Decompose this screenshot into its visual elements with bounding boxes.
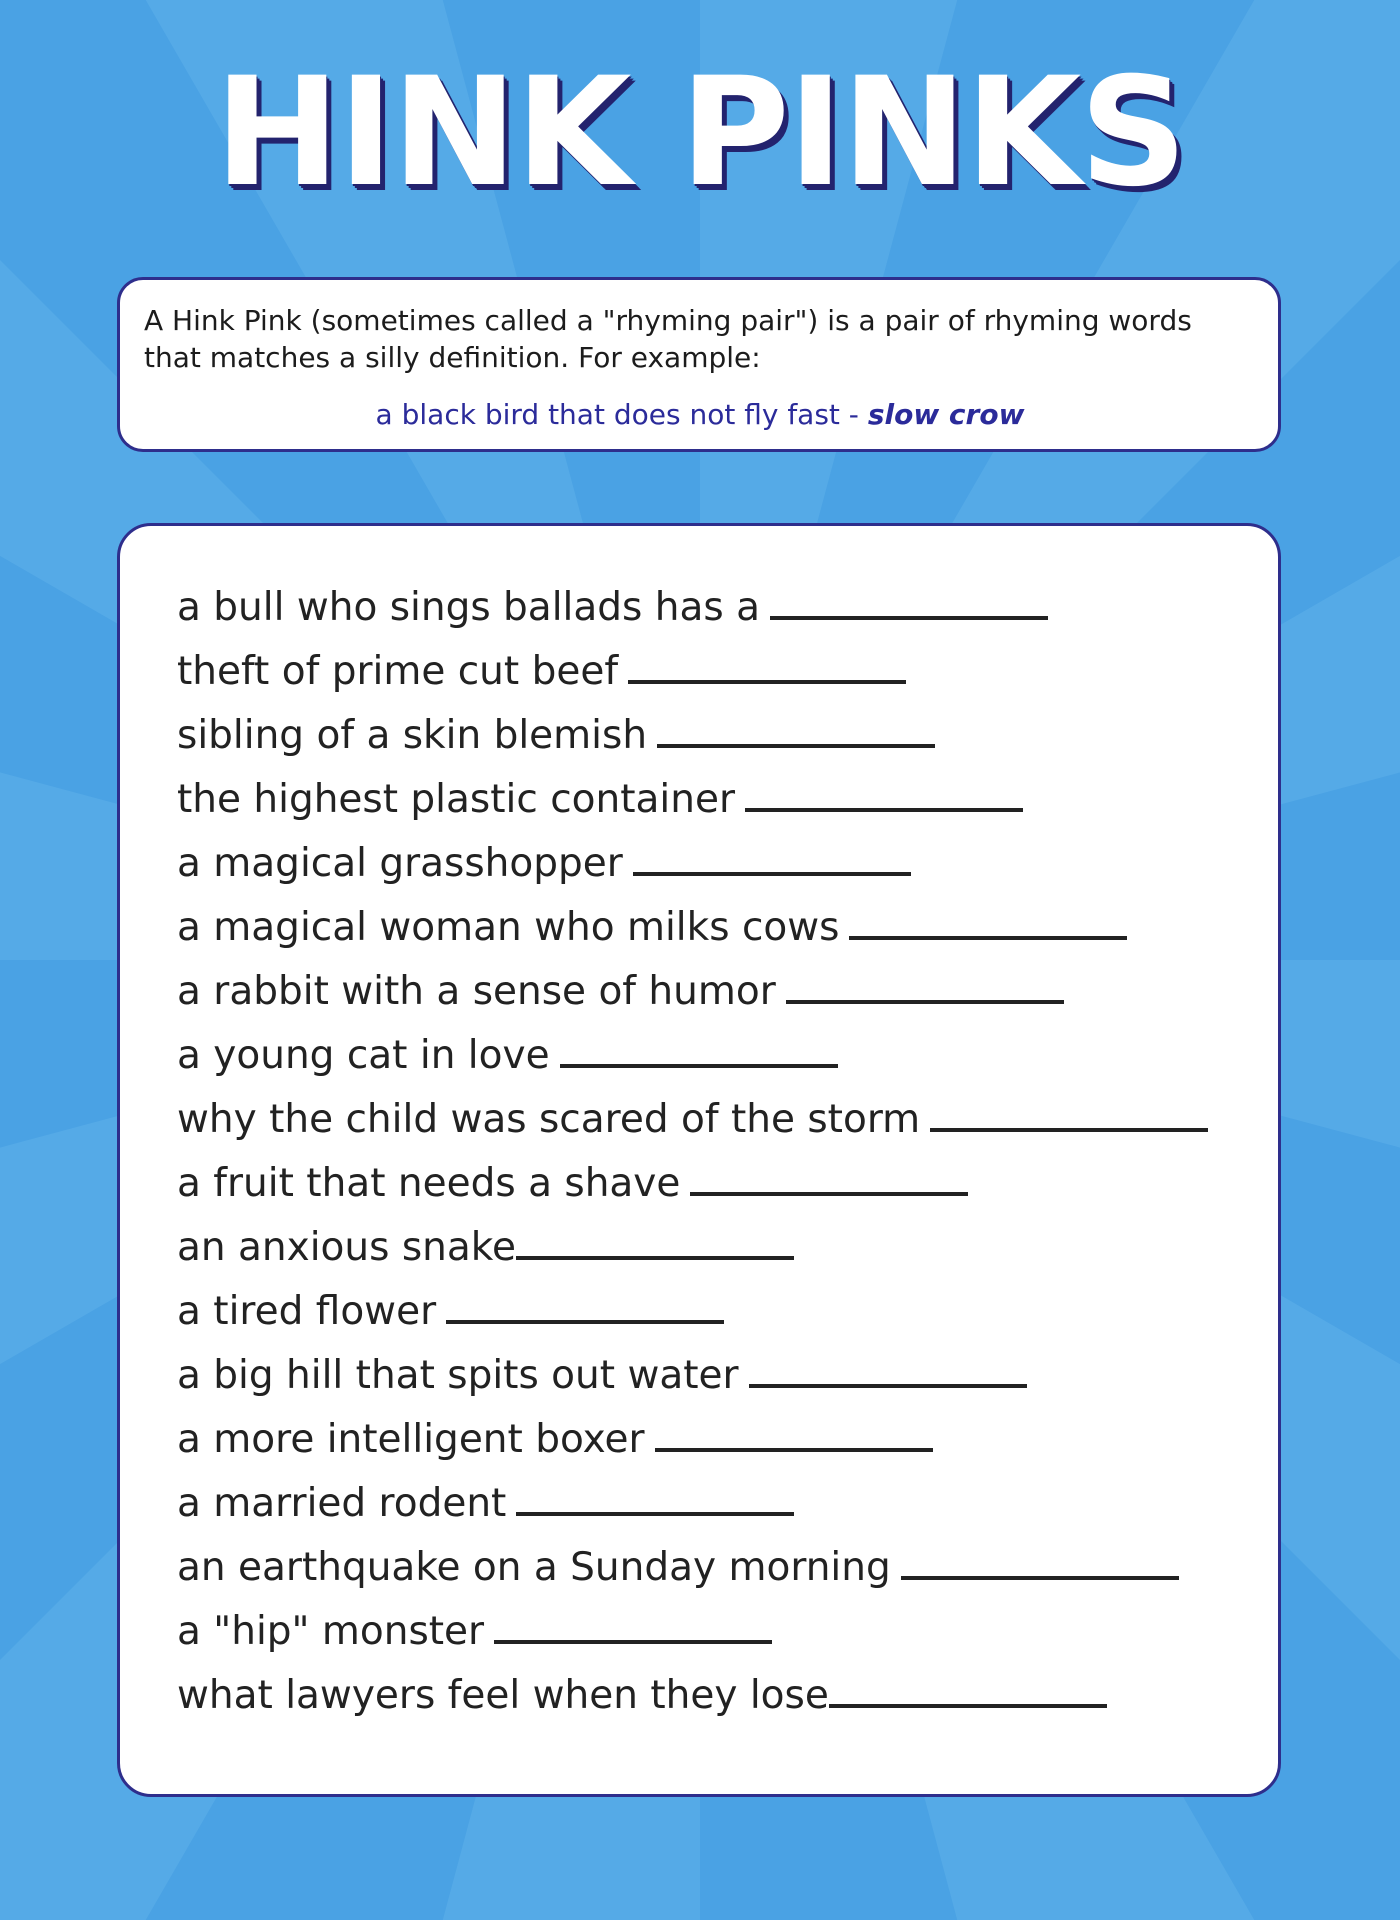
question-text: what lawyers feel when they lose	[177, 1673, 829, 1718]
example-answer: slow crow	[867, 398, 1025, 431]
question-item	[177, 1216, 1278, 1280]
question-text: a married rodent	[177, 1481, 507, 1526]
question-item	[177, 1280, 1278, 1344]
answer-blank[interactable]	[628, 642, 906, 684]
question-text: a big hill that spits out water	[177, 1353, 739, 1398]
question-item	[177, 1088, 1278, 1152]
answer-blank[interactable]	[749, 1346, 1027, 1388]
question-item	[177, 896, 1278, 960]
example-line	[144, 398, 1256, 431]
intro-text: A Hink Pink (sometimes called a "rhyming pair") is a pair of rhyming words that matches a silly definition. For example:	[144, 304, 1192, 374]
question-item	[177, 640, 1278, 704]
question-text: a more intelligent boxer	[177, 1417, 645, 1462]
answer-blank[interactable]	[516, 1474, 794, 1516]
answer-blank[interactable]	[560, 1026, 838, 1068]
question-text: a magical woman who milks cows	[177, 905, 840, 950]
question-item	[177, 960, 1278, 1024]
question-item	[177, 1664, 1278, 1728]
question-item	[177, 704, 1278, 768]
answer-blank[interactable]	[690, 1154, 968, 1196]
answer-blank[interactable]	[494, 1602, 772, 1644]
question-item	[177, 832, 1278, 896]
answer-blank[interactable]	[633, 834, 911, 876]
question-text: a "hip" monster	[177, 1609, 485, 1654]
page-title: HINK PINKS	[214, 46, 1186, 220]
question-text: a rabbit with a sense of humor	[177, 969, 776, 1014]
answer-blank[interactable]	[657, 706, 935, 748]
answer-blank[interactable]	[829, 1666, 1107, 1708]
question-item	[177, 1408, 1278, 1472]
question-text: a fruit that needs a shave	[177, 1161, 681, 1206]
question-item	[177, 1152, 1278, 1216]
answer-blank[interactable]	[930, 1090, 1208, 1132]
question-item	[177, 576, 1278, 640]
question-item	[177, 1600, 1278, 1664]
answer-blank[interactable]	[446, 1282, 724, 1324]
question-text: a tired flower	[177, 1289, 437, 1334]
answer-blank[interactable]	[901, 1538, 1179, 1580]
question-text: a magical grasshopper	[177, 841, 623, 886]
question-text: a bull who sings ballads has a	[177, 585, 760, 630]
question-text: an earthquake on a Sunday morning	[177, 1545, 891, 1590]
intro-box	[117, 277, 1281, 452]
question-text: an anxious snake	[177, 1225, 516, 1270]
question-text: the highest plastic container	[177, 777, 735, 822]
question-list	[177, 576, 1278, 1728]
question-text: a young cat in love	[177, 1033, 550, 1078]
example-definition: a black bird that does not fly fast -	[375, 398, 868, 431]
question-text: theft of prime cut beef	[177, 649, 619, 694]
question-item	[177, 1344, 1278, 1408]
answer-blank[interactable]	[849, 898, 1127, 940]
answer-blank[interactable]	[655, 1410, 933, 1452]
question-item	[177, 1024, 1278, 1088]
question-text: why the child was scared of the storm	[177, 1097, 921, 1142]
answer-blank[interactable]	[786, 962, 1064, 1004]
question-item	[177, 1472, 1278, 1536]
answer-blank[interactable]	[770, 578, 1048, 620]
answer-blank[interactable]	[516, 1218, 794, 1260]
question-text: sibling of a skin blemish	[177, 713, 648, 758]
questions-box	[117, 523, 1281, 1797]
answer-blank[interactable]	[745, 770, 1023, 812]
question-item	[177, 768, 1278, 832]
question-item	[177, 1536, 1278, 1600]
